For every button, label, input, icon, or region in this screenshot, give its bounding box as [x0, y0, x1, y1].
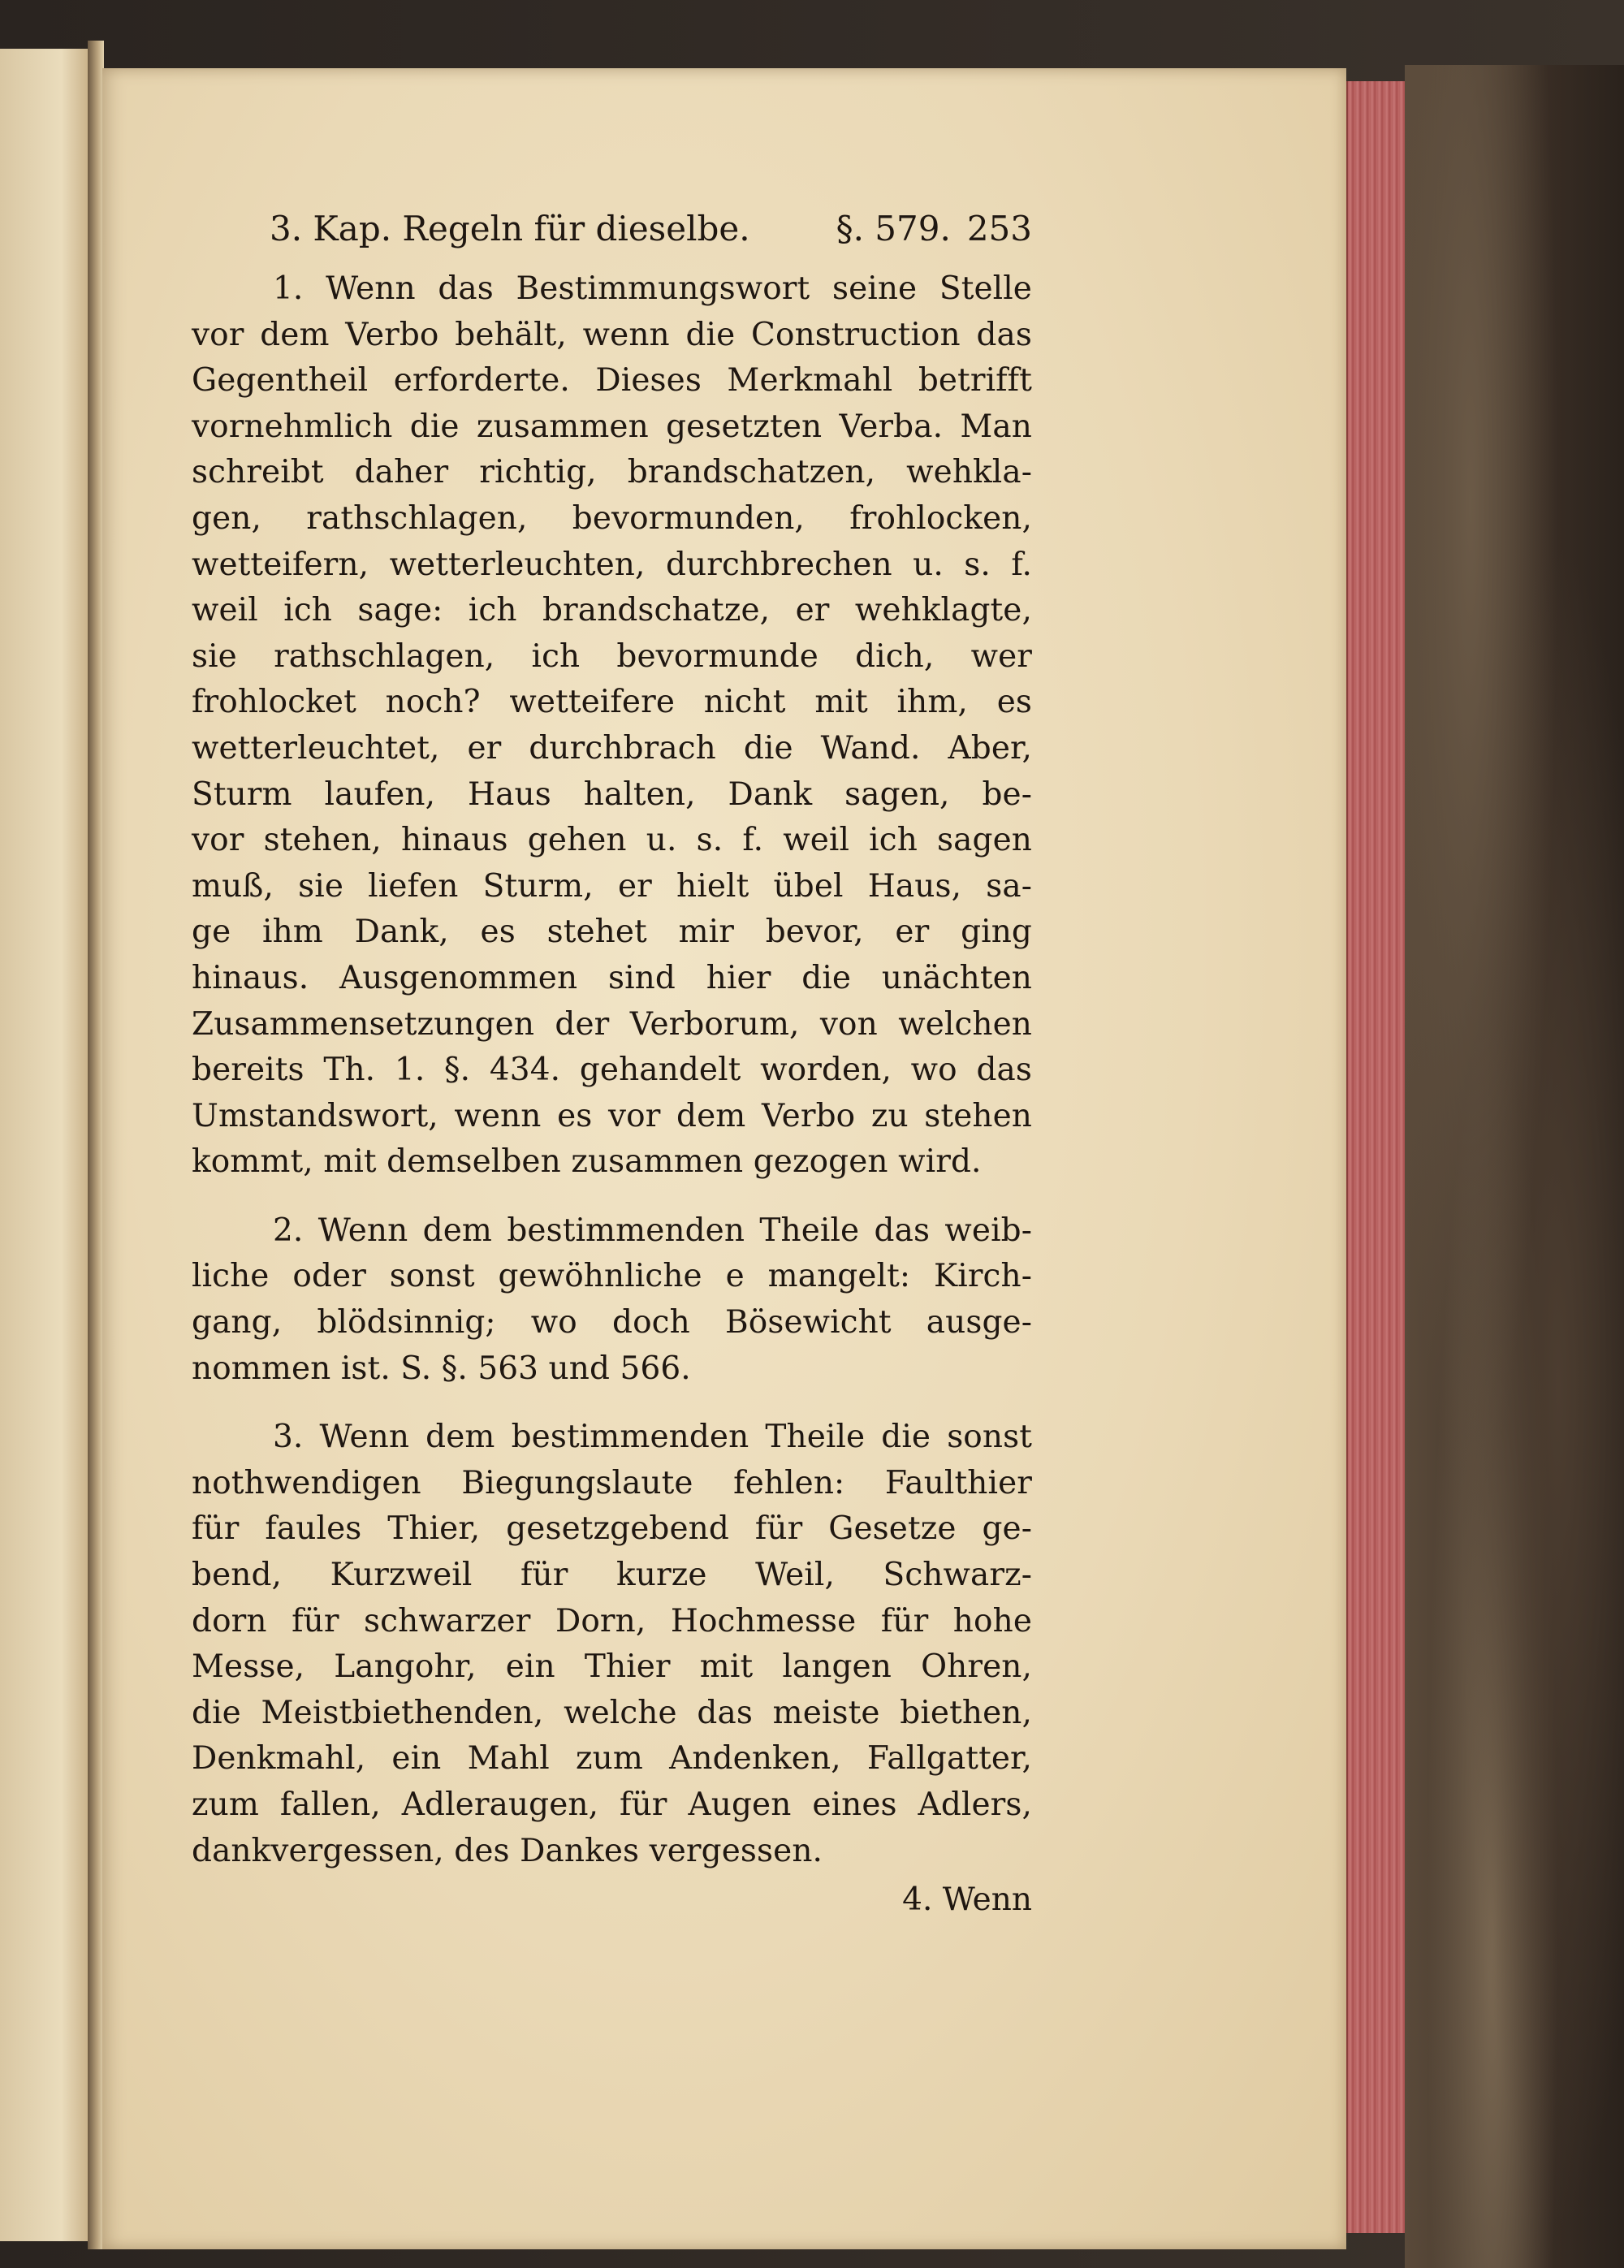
text-line: ge ihm Dank, es stehet mir bevor, er ging	[192, 914, 1032, 951]
red-page-edges	[1346, 81, 1406, 2233]
text-line: 2. Wenn dem bestimmenden Theile das weib-	[273, 1212, 1032, 1249]
paragraph-3	[192, 1415, 1032, 1874]
text-line: vor dem Verbo behält, wenn die Construction das	[192, 316, 1032, 353]
book-gutter	[88, 41, 104, 2249]
text-line: bend, Kurzweil für kurze Weil, Schwarz-	[192, 1557, 1032, 1594]
text-line: frohlocket noch? wetteifere nicht mit ihm, es	[192, 684, 1032, 721]
text-line: 3. Wenn dem bestimmenden Theile die sonst	[273, 1419, 1032, 1456]
text-line: für faules Thier, gesetzgebend für Gesetze ge-	[192, 1510, 1032, 1548]
text-line: dorn für schwarzer Dorn, Hochmesse für hohe	[192, 1602, 1032, 1639]
text-line: kommt, mit demselben zusammen gezogen wird.	[192, 1143, 982, 1181]
text-line: Sturm laufen, Haus halten, Dank sagen, be-	[192, 775, 1032, 813]
text-line: muß, sie liefen Sturm, er hielt übel Haus, sa-	[192, 867, 1032, 905]
running-head-section: §. 579.	[836, 209, 951, 248]
paragraph-1	[192, 266, 1032, 1186]
text-line: zum fallen, Adleraugen, für Augen eines Adlers,	[192, 1786, 1032, 1823]
text-line: vor stehen, hinaus gehen u. s. f. weil ich sagen	[192, 822, 1032, 859]
text-line: sie rathschlagen, ich bevormunde dich, wer	[192, 637, 1032, 675]
text-line: bereits Th. 1. §. 434. gehandelt worden, wo das	[192, 1052, 1032, 1089]
text-line: wetterleuchtet, er durchbrach die Wand. Aber,	[192, 729, 1032, 767]
text-line: nommen ist. S. §. 563 und 566.	[192, 1350, 691, 1387]
text-line: liche oder sonst gewöhnliche e mangelt: Kirch-	[192, 1258, 1032, 1295]
text-line: Gegentheil erforderte. Dieses Merkmahl betrifft	[192, 362, 1032, 400]
text-line: gang, blödsinnig; wo doch Bösewicht ausge-	[192, 1304, 1032, 1341]
text-line: Zusammensetzungen der Verborum, von welchen	[192, 1005, 1032, 1043]
text-line: Umstandswort, wenn es vor dem Verbo zu stehen	[192, 1097, 1032, 1134]
text-line: dankvergessen, des Dankes vergessen.	[192, 1832, 823, 1869]
paragraph-2	[192, 1208, 1032, 1392]
text-line: gen, rathschlagen, bevormunden, frohlocken,	[192, 499, 1032, 537]
text-line: weil ich sage: ich brandschatze, er wehklagte,	[192, 592, 1032, 629]
page-number: 253	[966, 209, 1032, 248]
text-line: schreibt daher richtig, brandschatzen, wehkla-	[192, 454, 1032, 491]
previous-page-edge	[0, 49, 90, 2241]
running-head-chapter: 3. Kap. Regeln für dieselbe.	[270, 209, 750, 248]
text-line: die Meistbiethenden, welche das meiste biethen,	[192, 1694, 1032, 1731]
page-text-block	[192, 205, 1032, 1923]
body-text	[192, 266, 1032, 1874]
text-line: vornehmlich die zusammen gesetzten Verba. Man	[192, 408, 1032, 445]
marbled-cover	[1405, 65, 1624, 2268]
paragraph-gap	[192, 1186, 1032, 1208]
catchword: 4. Wenn	[902, 1881, 1032, 1919]
text-line: Messe, Langohr, ein Thier mit langen Ohren,	[192, 1648, 1032, 1686]
text-line: wetteifern, wetterleuchten, durchbrechen u. s. f.	[192, 546, 1032, 583]
paragraph-gap	[192, 1392, 1032, 1415]
text-line: 1. Wenn das Bestimmungswort seine Stelle	[273, 270, 1032, 307]
text-line: hinaus. Ausgenommen sind hier die unächten	[192, 959, 1032, 996]
running-head	[192, 205, 1032, 253]
text-line: nothwendigen Biegungslaute fehlen: Faulthier	[192, 1464, 1032, 1501]
text-line: Denkmahl, ein Mahl zum Andenken, Fallgatter,	[192, 1740, 1032, 1778]
